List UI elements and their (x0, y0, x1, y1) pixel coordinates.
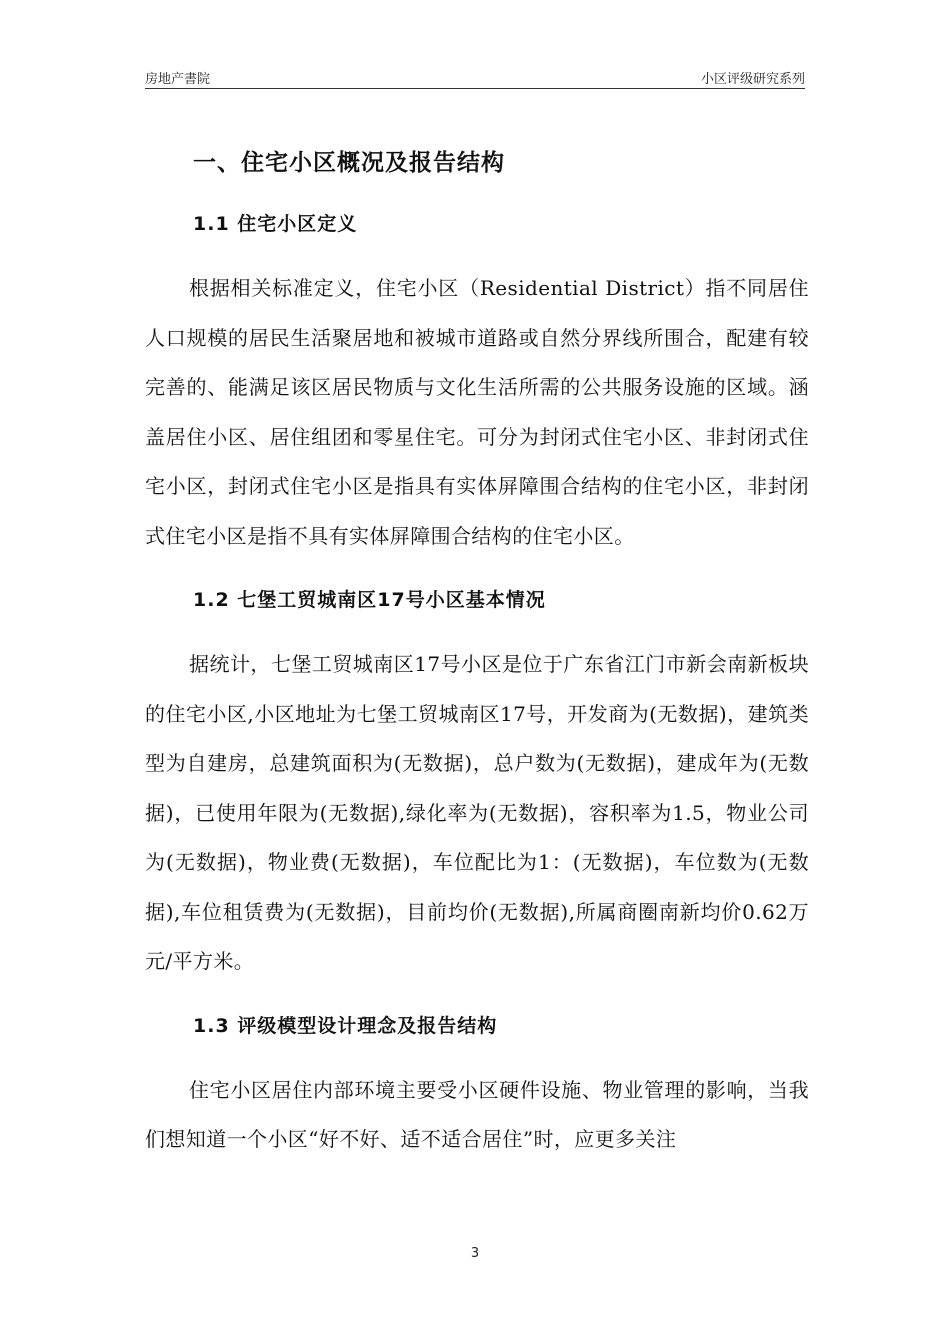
chapter-title: 一、住宅小区概况及报告结构 (193, 150, 505, 176)
section-heading-1-1: 1.1 住宅小区定义 (193, 213, 358, 235)
header-publisher: 房地产書院 (145, 72, 211, 87)
section-paragraph-1-1: 根据相关标准定义，住宅小区（Residential District）指不同居住人口规模的居民生活聚居地和被城市道路或自然分界线所围合，配建有较完善的、能满足该区居民物质与文化生活所需的公共服务设施的区域。涵盖居住小区、居住组团和零星住宅。可分为封闭式住宅小区、非封闭式住宅小区，封闭式住宅小区是指具有实体屏障围合结构的住宅小区，非封闭式住宅小区是指不具有实体屏障围合结构的住宅小区。 (145, 276, 809, 548)
document-body (145, 140, 809, 1165)
page-number: 3 (470, 1246, 480, 1261)
header-series: 小区评级研究系列 (700, 72, 805, 87)
section-paragraph-1-3: 住宅小区居住内部环境主要受小区硬件设施、物业管理的影响，当我们想知道一个小区“好不好、适不适合居住”时，应更多关注 (145, 1077, 809, 1151)
page-header (145, 66, 805, 89)
section-heading-1-3: 1.3 评级模型设计理念及报告结构 (193, 1014, 498, 1037)
section-paragraph-1-2: 据统计，七堡工贸城南区17号小区是位于广东省江门市新会南新板块的住宅小区,小区地址为七堡工贸城南区17号，开发商为(无数据)，建筑类型为自建房，总建筑面积为(无数据)，总户数为(无数据)，建成年为(无数据)，已使用年限为(无数据),绿化率为(无数据)，容积率为1.5，物业公司为(无数据)，物业费(无数据)，车位配比为1：(无数据)，车位数为(无数据),车位租赁费为(无数据)，目前均价(无数据),所属商圈南新均价0.62万元/平方米。 (145, 652, 809, 973)
section-heading-1-2: 1.2 七堡工贸城南区17号小区基本情况 (193, 589, 546, 611)
